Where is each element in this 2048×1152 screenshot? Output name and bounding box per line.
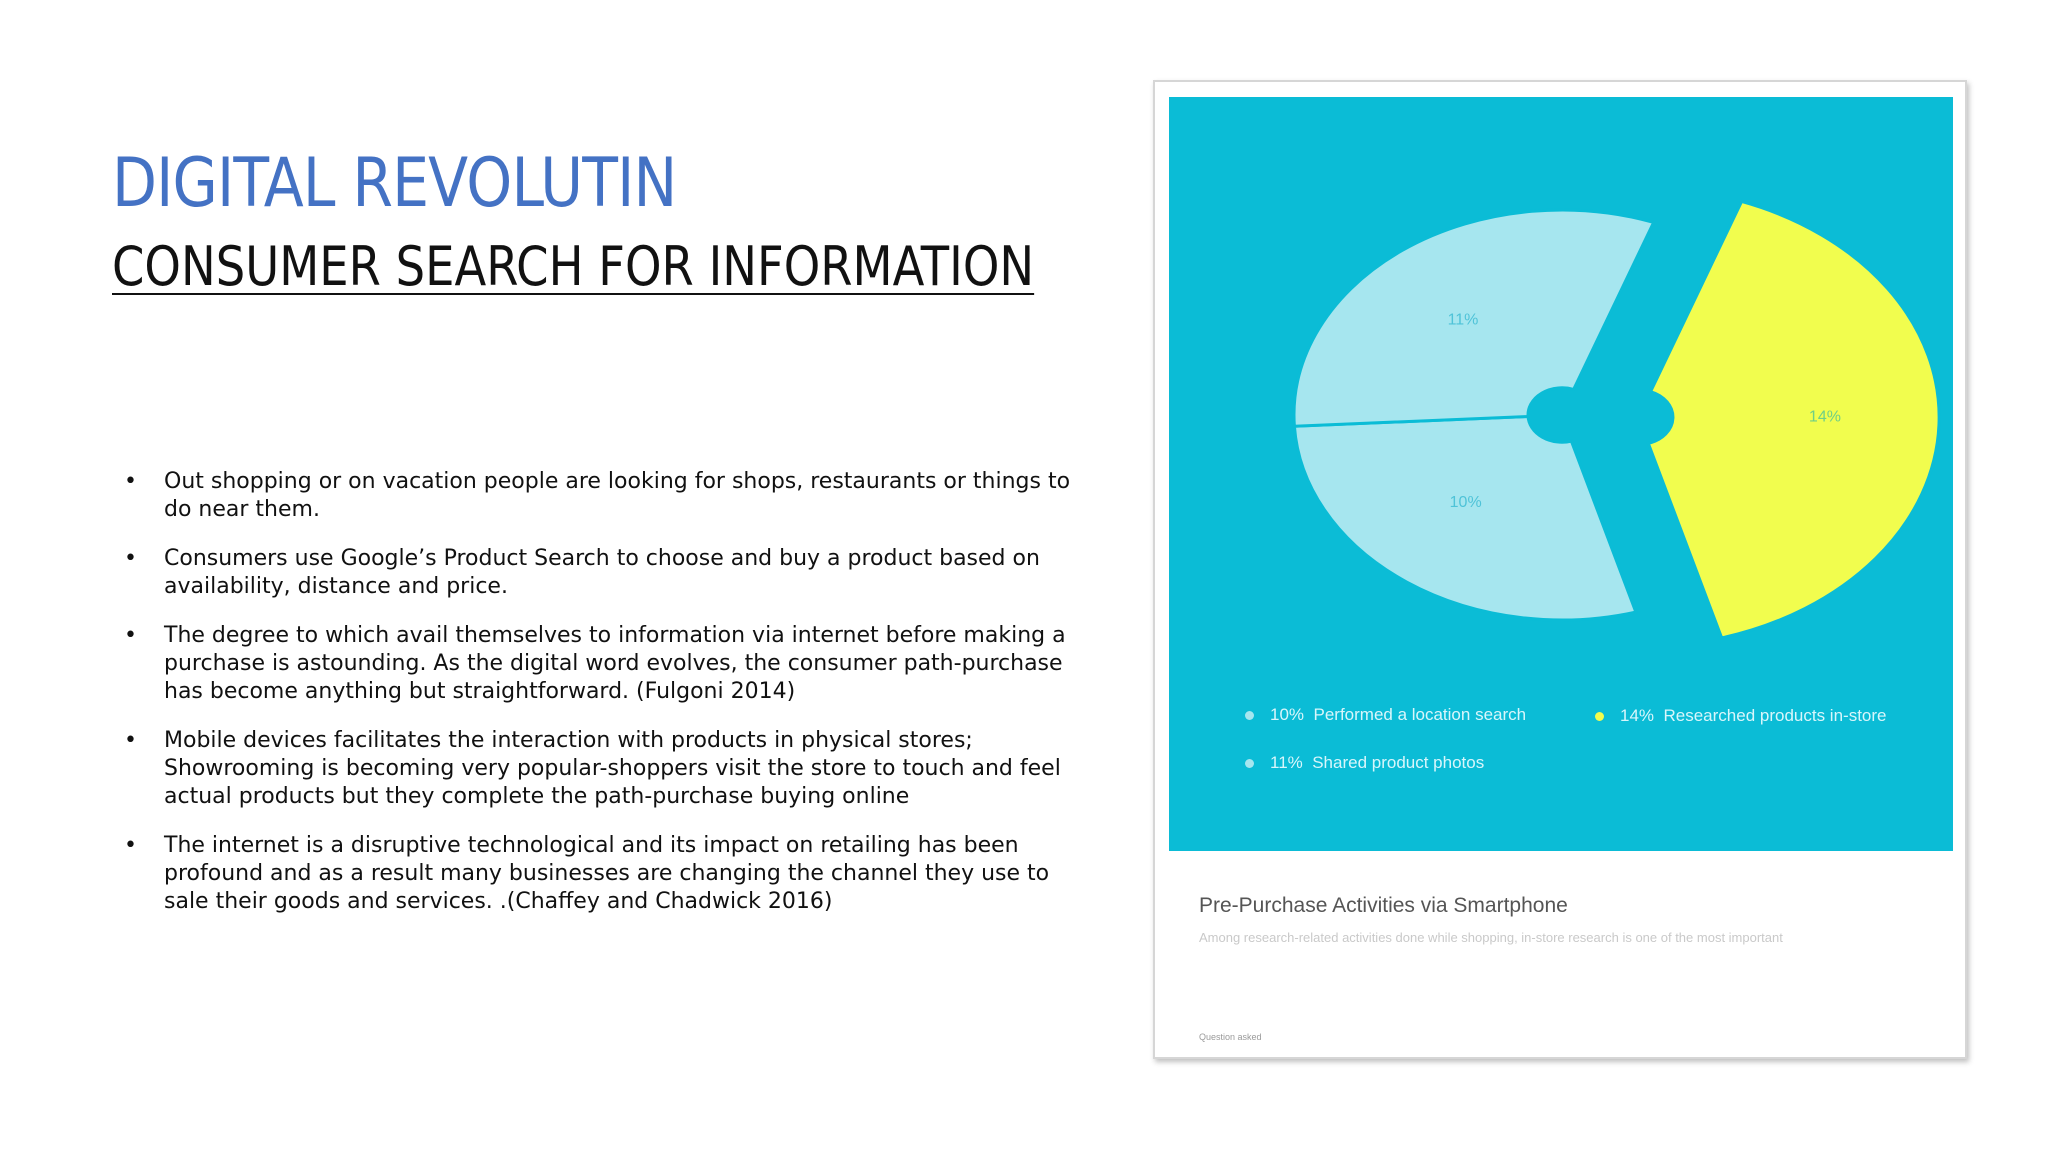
figure-source-note: Question asked: [1199, 1032, 1262, 1042]
slide-title: DIGITAL REVOLUTIN: [112, 144, 677, 223]
bullet-item: [122, 727, 1082, 811]
bullet-marker: •: [124, 623, 137, 648]
bullet-text: The internet is a disruptive technological and its impact on retailing has been profound and as a result many businesses are changing the channel they use to sale their goods and services. .(Chaffey and Chadwick 2016): [164, 833, 1050, 914]
legend-swatch: [1595, 712, 1604, 721]
pie-slice-2: [1294, 416, 1635, 620]
figure-caption-title: Pre-Purchase Activities via Smartphone: [1199, 894, 1568, 917]
pie-slice-label: 14%: [1808, 408, 1841, 426]
figure-caption-subtitle: Among research-related activities done while shopping, in-store research is one of the most important: [1199, 930, 1783, 945]
bullet-text: The degree to which avail themselves to information via internet before making a purchase is astounding. As the digital word evolves, the consumer path-purchase has become anything but straightforward. (Fulgoni 2014): [164, 623, 1066, 704]
legend-value: 10%: [1270, 705, 1305, 724]
bullet-item: [122, 622, 1082, 706]
legend-item: [1245, 751, 1484, 775]
pie-slice-label: 11%: [1447, 311, 1479, 329]
legend-item: [1595, 703, 1895, 729]
pie-chart: [1169, 97, 1953, 851]
bullet-item: [122, 468, 1082, 524]
chart-figure: [1153, 80, 1967, 1059]
bullet-marker: •: [124, 546, 137, 571]
slide-subtitle: CONSUMER SEARCH FOR INFORMATION: [112, 235, 1035, 298]
bullet-item: [122, 545, 1082, 601]
legend-text: Shared product photos: [1312, 753, 1485, 772]
legend-text: Researched products in-store: [1663, 706, 1887, 725]
bullet-list: [122, 468, 1082, 937]
legend-swatch: [1245, 759, 1254, 768]
bullet-marker: •: [124, 469, 137, 494]
legend-text: Performed a location search: [1313, 705, 1527, 724]
bullet-text: Mobile devices facilitates the interaction with products in physical stores; Showrooming is becoming very popular-shoppers visit the store to touch and feel actual products but they complete the path-purchase buying online: [164, 728, 1061, 809]
legend-value: 14%: [1620, 706, 1655, 725]
legend-value: 11%: [1270, 753, 1303, 772]
bullet-text: Consumers use Google’s Product Search to choose and buy a product based on availability, distance and price.: [164, 546, 1040, 599]
chart-area: [1169, 97, 1953, 851]
bullet-marker: •: [124, 728, 137, 753]
bullet-marker: •: [124, 833, 137, 858]
pie-slice-label: 10%: [1449, 493, 1482, 511]
legend-item: [1245, 703, 1526, 727]
legend-swatch: [1245, 711, 1254, 720]
pie-slice-1: [1648, 201, 1939, 637]
bullet-item: [122, 832, 1082, 916]
bullet-text: Out shopping or on vacation people are looking for shops, restaurants or things to do near them.: [164, 469, 1071, 522]
